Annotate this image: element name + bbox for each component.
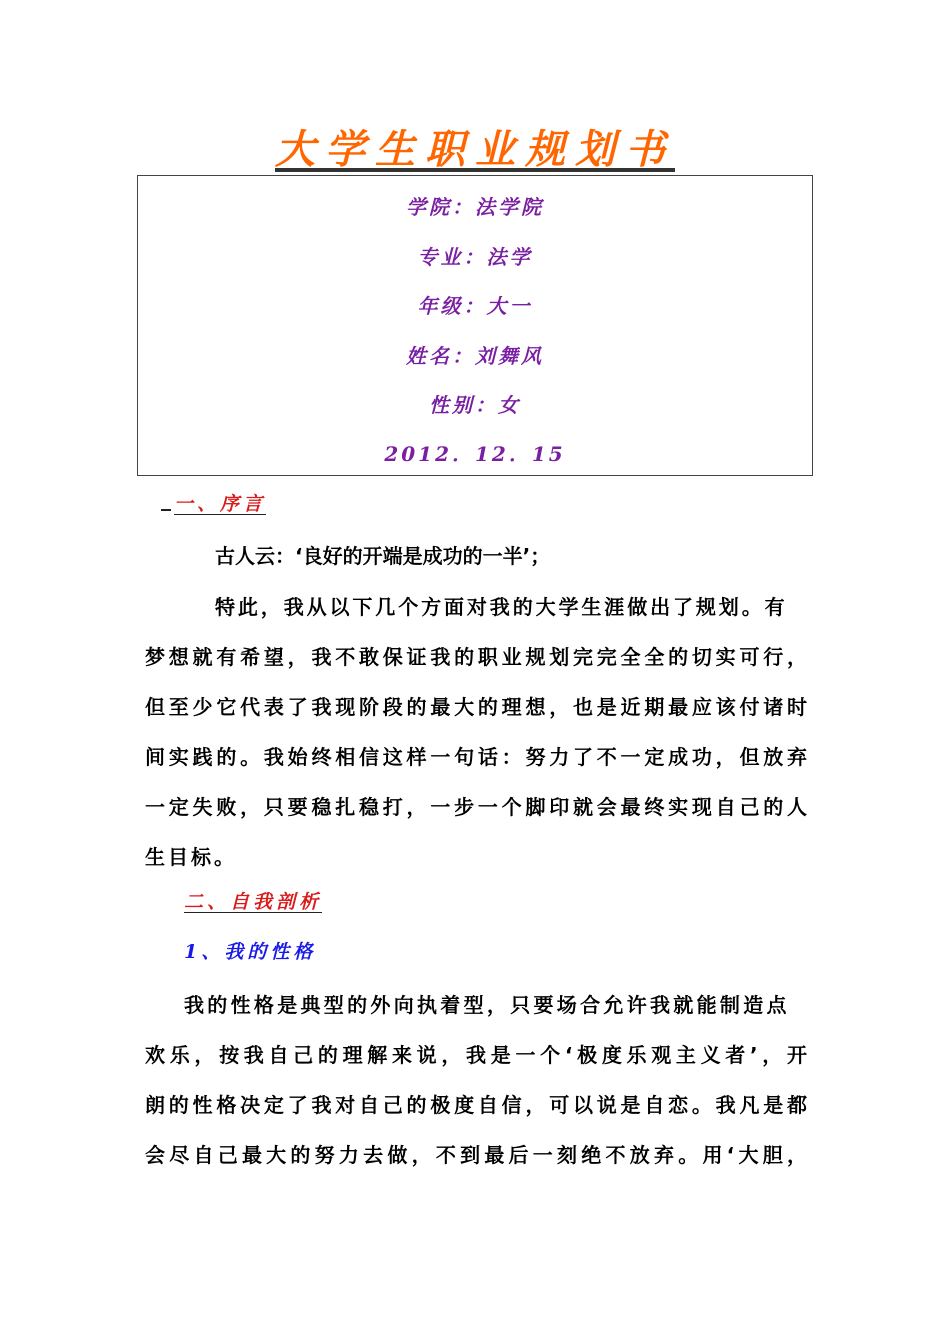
name-line: 姓名：刘舞风 xyxy=(406,344,544,368)
intro-line-2: 梦想就有希望，我不敢保证我的职业规划完完全全的切实可行， xyxy=(145,645,807,669)
personality-line-4: 会尽自己最大的努力去做，不到最后一刻绝不放弃。用‘大胆， xyxy=(145,1143,807,1167)
document-title: 大学生职业规划书 xyxy=(275,126,675,173)
intro-line-1: 特此，我从以下几个方面对我的大学生涯做出了规划。有 xyxy=(215,595,788,619)
date-line: 2012．12．15 xyxy=(384,442,566,466)
section1-heading: 一、序言 xyxy=(174,493,267,515)
intro-line-3: 但至少它代表了我现阶段的最大的理想，也是近期最应该付诸时 xyxy=(145,695,807,719)
major-line: 专业：法学 xyxy=(417,245,533,269)
personality-line-2: 欢乐，按我自己的理解来说，我是一个‘极度乐观主义者’，开 xyxy=(145,1043,807,1067)
intro-line-5: 一定失败，只要稳扎稳打，一步一个脚印就会最终实现自己的人 xyxy=(145,795,807,819)
cover-info-box xyxy=(137,175,813,476)
grade-line: 年级：大一 xyxy=(417,294,533,318)
intro-line-4: 间实践的。我始终相信这样一句话：努力了不一定成功，但放弃 xyxy=(145,745,807,769)
gender-line: 性别：女 xyxy=(429,393,521,417)
subsection1-heading: 1、我的性格 xyxy=(184,941,317,963)
college-line: 学院：法学院 xyxy=(406,195,544,219)
heading-marker xyxy=(161,499,171,511)
section2-heading: 二、自我剖析 xyxy=(184,891,323,913)
quote-line: 古人云：‘良好的开端是成功的一半’； xyxy=(215,544,551,568)
intro-line-6: 生目标。 xyxy=(145,845,237,869)
personality-line-3: 朗的性格决定了我对自己的极度自信，可以说是自恋。我凡是都 xyxy=(145,1093,807,1117)
personality-line-1: 我的性格是典型的外向执着型，只要场合允许我就能制造点 xyxy=(184,993,790,1017)
